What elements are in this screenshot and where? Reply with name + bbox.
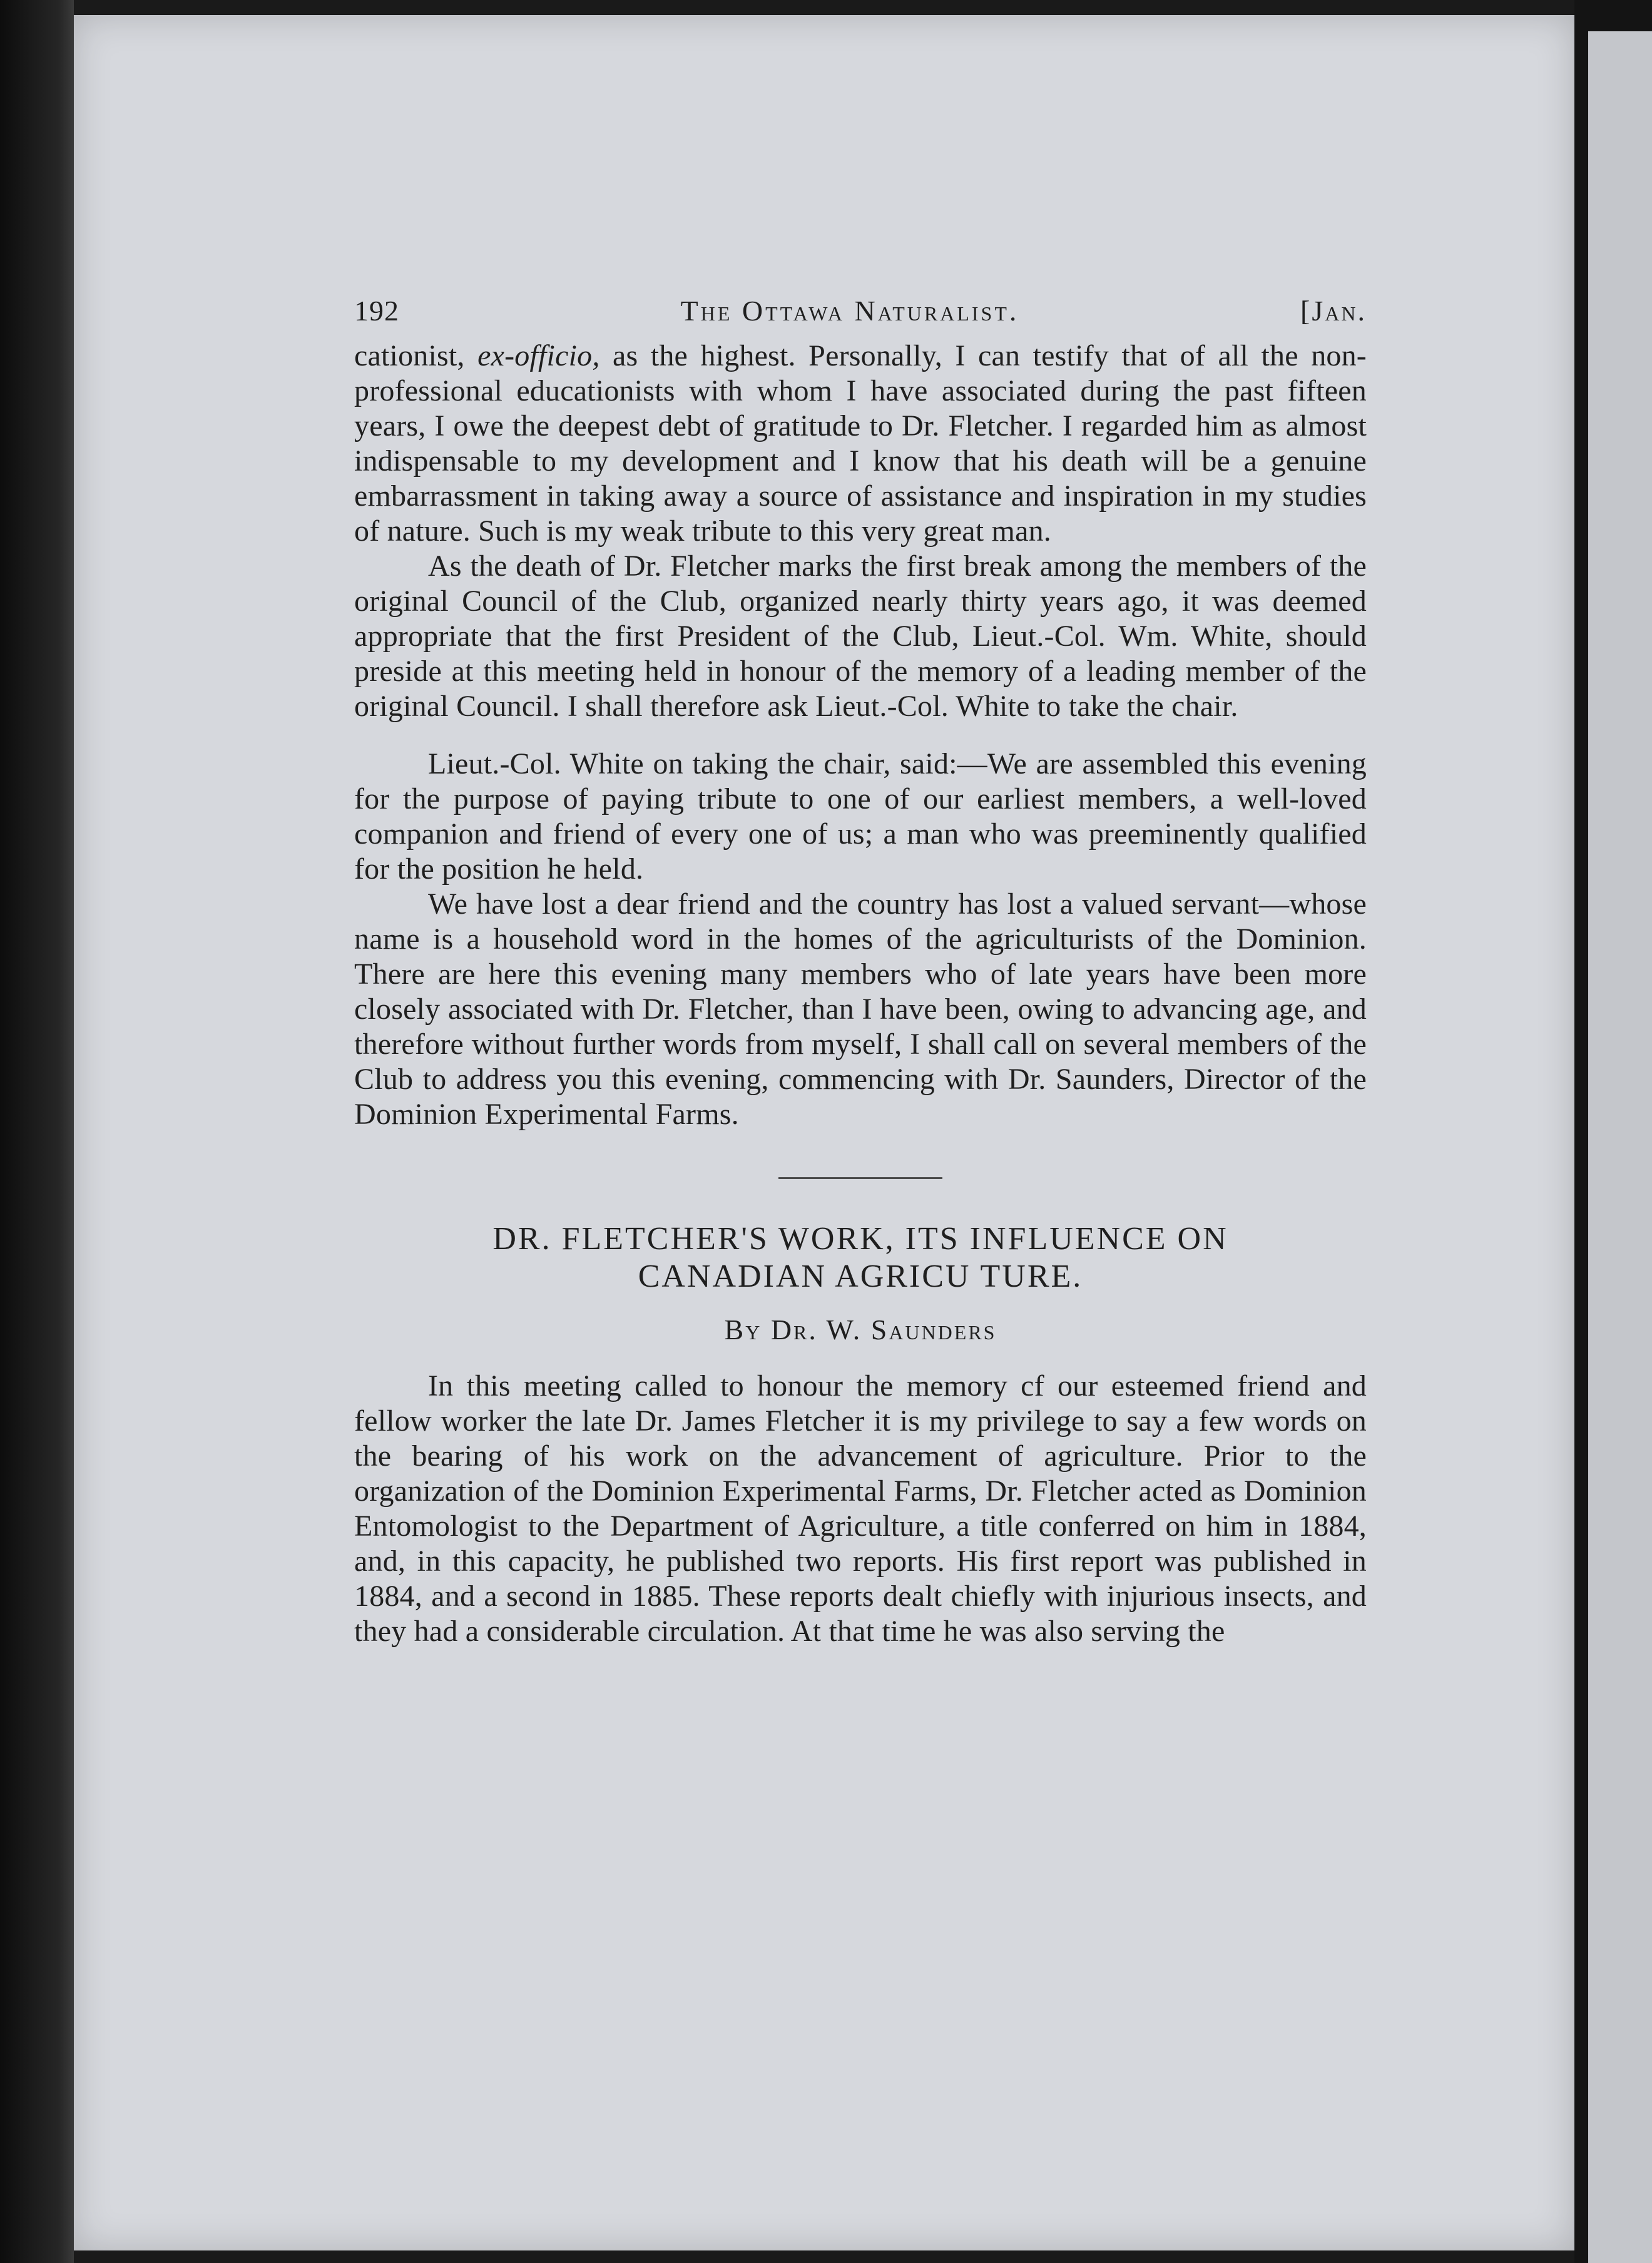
article-paragraph-1: In this meeting called to honour the memory cf our esteemed friend and fellow worker the late Dr. James Fletcher it is my privilege to say a few words on the bearing of his work on the advancement of agriculture. Prior to the organization of the Dominion Experimental Farms, Dr. Fletcher acted as Dominion Entomologist to the Department of Agriculture, a title conferred on him in 1884, and, in this capacity, he published two reports. His first report was published in 1884, and a second in 1885. These reports dealt chiefly with injurious insects, and they had a considerable circulation. At that time he was also serving the	[354, 1369, 1367, 1648]
issue-month: [Jan.	[1300, 295, 1367, 327]
article-title-line-2: CANADIAN AGRICU TURE.	[638, 1259, 1083, 1294]
paragraph-1-start: cationist,	[354, 339, 478, 372]
section-divider	[778, 1177, 942, 1179]
journal-title: The Ottawa Naturalist.	[680, 295, 1019, 327]
text-block	[354, 294, 1367, 1649]
running-head	[354, 294, 1367, 327]
paragraph-4: We have lost a dear friend and the country has lost a valued servant—whose name is a household word in the homes of the agriculturists of the Dominion. There are here this evening many members who of late years have been more closely associated with Dr. Fletcher, than I have been, owing to advancing age, and therefore without further words from myself, I shall call on several members of the Club to address you this evening, commencing with Dr. Saunders, Director of the Dominion Experimental Farms.	[354, 887, 1367, 1131]
facing-page-edge	[1588, 31, 1652, 2263]
page-number: 192	[354, 295, 399, 327]
paragraph-1-rest: as the highest. Personally, I can testify that of all the non-professional educationists with whom I have associated during the past fifteen years, I owe the deepest debt of gratitude to Dr. Fletcher. I regarded him as almost indispensable to my development and I know that his death will be a genuine embarrassment in taking away a source of assistance and inspiration in my studies of nature. Such is my weak tribute to this very great man.	[354, 339, 1367, 548]
article-byline: By Dr. W. Saunders	[724, 1314, 997, 1346]
latin-term: ex-officio,	[477, 339, 600, 372]
article-title-line-1: DR. FLETCHER'S WORK, ITS INFLUENCE ON	[492, 1221, 1228, 1257]
paragraph-3: Lieut.-Col. White on taking the chair, said:—We are assembled this evening for the purpose of paying tribute to one of our earliest members, a well-loved companion and friend of every one of us; a man who was preeminently qualified for the position he held.	[354, 747, 1367, 886]
paragraph-1	[354, 339, 1367, 549]
scan-left-edge	[0, 0, 74, 2263]
paragraph-2: As the death of Dr. Fletcher marks the first break among the members of the original Council of the Club, organized nearly thirty years ago, it was deemed appropriate that the first President of the Club, Lieut.-Col. Wm. White, should preside at this meeting held in honour of the memory of a leading member of the original Council. I shall therefore ask Lieut.-Col. White to take the chair.	[354, 549, 1367, 723]
